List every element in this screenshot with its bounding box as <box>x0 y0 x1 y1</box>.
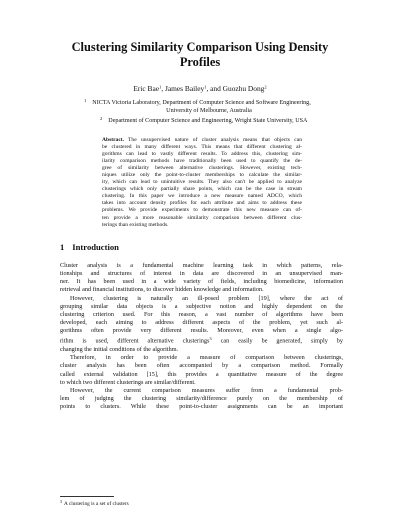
author-name: and Guozhu Dong <box>210 84 265 93</box>
author-affiliation-mark: 2 <box>264 84 267 90</box>
affiliation-mark: 2 <box>100 116 103 121</box>
affiliation-text: University of Melbourne, Australia <box>166 107 252 114</box>
body-text-run: can easily be generated, simply by <box>211 337 343 345</box>
section-title: Introduction <box>72 242 119 252</box>
abstract-line: takes into account density profiles for each attribute and aims to address these <box>102 200 302 207</box>
abstract-line: niques utilize only the point-to-cluster memberships to calculate the similar- <box>102 172 302 179</box>
body-line: retrieval and financial institutions, to discover hidden knowledge and information. <box>60 286 264 294</box>
title-line: Profiles <box>179 55 221 69</box>
paragraph <box>60 354 343 387</box>
body-line: developed, each aiming to address different aspects of the problem, yet such al- <box>60 319 343 327</box>
abstract-line: be clustered in many different ways. This means that different clustering al- <box>102 144 302 151</box>
author-name: Eric Bae <box>133 84 160 93</box>
abstract-line: clusterings which only partially share points, which can be the case in stream <box>102 186 302 193</box>
body-line: Cluster analysis is a fundamental machine learning task in which patterns, rela- <box>60 262 343 269</box>
body-line: clustering criterion used. For this reason, a vast number of algorithms have been <box>60 310 343 318</box>
title-line: Clustering Similarity Comparison Using Density <box>71 40 329 54</box>
body-line <box>60 335 343 346</box>
abstract-line: problems. We provide experiments to demonstrate this new measure can of- <box>102 207 302 214</box>
body-line: points to clusters. While these point-to-cluster assignments can be an important <box>60 403 343 411</box>
footnote-text: A clustering is a set of clusters <box>64 501 129 507</box>
paragraph <box>60 387 343 411</box>
affiliation-1 <box>84 97 334 115</box>
body-text <box>60 262 343 411</box>
footnote-divider <box>60 496 114 497</box>
body-line: tionships and structures of interest in data are discovered in an unsupervised man- <box>60 270 343 278</box>
body-line: cluster analysis has been often accompanied by a comparison method. Formally <box>60 362 343 370</box>
author-name: James Bailey <box>165 84 205 93</box>
affiliation-2 <box>100 115 350 126</box>
body-text-run: rithm is used, different alternative clusterings <box>60 337 210 345</box>
paragraph <box>60 262 343 295</box>
body-line: Therefore, in order to provide a measure of comparison between clusterings, <box>70 354 343 362</box>
abstract-line: ten provide a more reasonable similarity comparison between different clus- <box>102 214 302 221</box>
affiliation-mark: 1 <box>84 98 87 103</box>
abstract-label: Abstract. <box>102 137 125 143</box>
author-list: Eric Bae$^1$, James Bailey$^1$, and Guozhu Dong$^2$ <box>133 84 267 93</box>
section-number: 1 <box>60 242 65 252</box>
abstract <box>102 137 302 229</box>
abstract-line: ilarity comparison methods have traditionally been used to quantify the de- <box>102 158 302 165</box>
body-line: to which two different clusterings are similar/different. <box>60 378 196 386</box>
body-line: However, clustering is naturally an ill-posed problem [19], where the act of <box>70 294 343 302</box>
body-line: However, the current comparison measures suffer from a fundamental prob- <box>70 386 343 394</box>
paragraph <box>60 295 343 355</box>
body-line: grouping similar data objects is a subjective notion and highly dependent on the <box>60 302 343 310</box>
abstract-line: gorithms can lead to vastly different results. To address this, clustering sim- <box>102 151 302 158</box>
affiliation-text: Department of Computer Science and Engineering, Wright State University, USA <box>108 118 308 124</box>
body-line: ner. It has been used in a wide variety of fields, including biomedicine, information <box>60 278 343 286</box>
abstract-line: clustering. In this paper we introduce a new measure named ADCO, which <box>102 193 302 200</box>
abstract-line: The unsupervised nature of cluster analysis means that objects can <box>128 137 302 143</box>
footnote-mark: 3 <box>60 499 62 504</box>
body-line: lem of judging the clustering similarity/difference purely on the membership of <box>60 395 343 402</box>
abstract-line: gree of similarity between alternative clusterings. However, existing tech- <box>102 165 302 172</box>
affiliation-text: NICTA Victoria Laboratory, Department of Computer Science and Software Engineering, <box>92 100 311 106</box>
author-affiliation-mark: 1 <box>204 84 207 90</box>
abstract-line: ity, which can lead to unintuitive results. They also can't be applied to analyze <box>102 179 302 186</box>
author-affiliation-mark: 1 <box>159 84 162 90</box>
paper-title <box>60 40 340 70</box>
footnote <box>60 499 129 507</box>
body-line: gorithms often provide very different results. Moreover, even when a single algo- <box>60 327 343 335</box>
abstract-line: terings than existing methods. <box>102 221 169 228</box>
footnote-mark: 3 <box>209 336 212 342</box>
body-line: called external validation [15], this provides a quantitative measure of the degree <box>60 370 343 378</box>
section-heading <box>60 242 119 252</box>
body-line: changing the initial conditions of the algorithm. <box>60 346 179 354</box>
